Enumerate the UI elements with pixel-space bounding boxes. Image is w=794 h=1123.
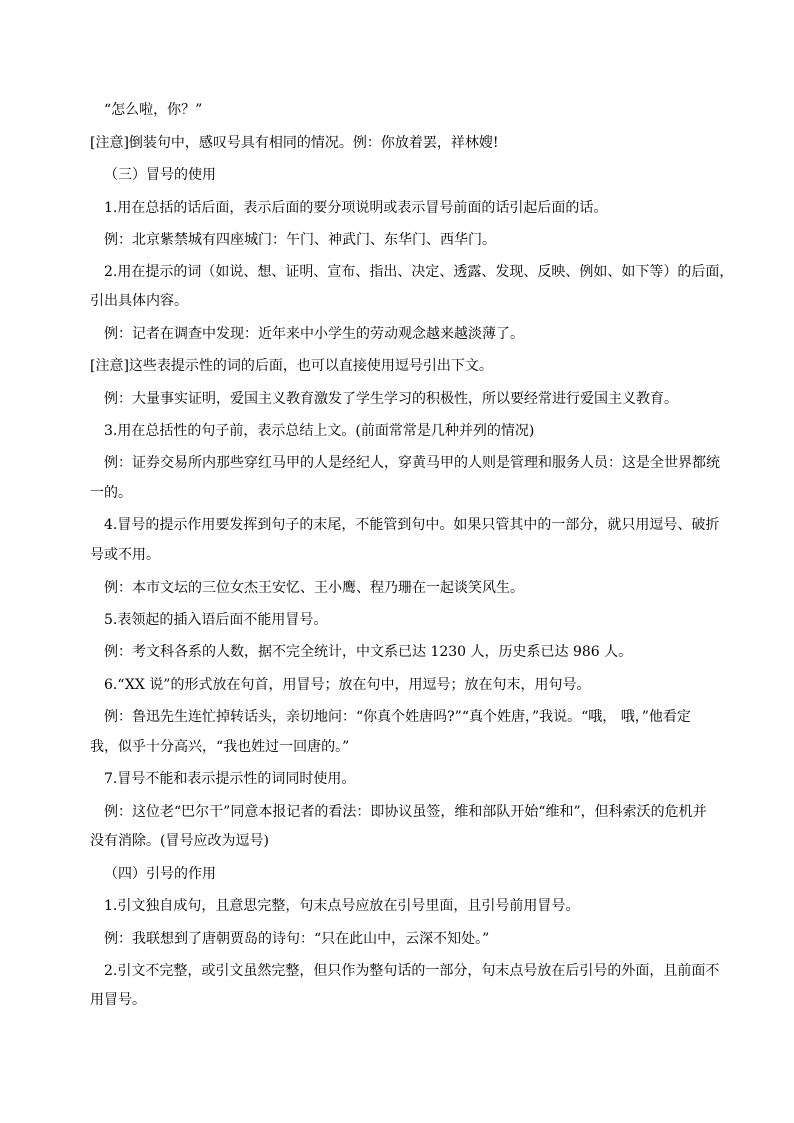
- rule-2-quotes: 2.引文不完整，或引文虽然完整，但只作为整句话的一部分，句末点号放在后引号的外面，且前面不: [104, 963, 720, 979]
- example-line: 例：这位老“巴尔干”同意本报记者的看法：即协议虽签，维和部队开始“维和”，但科索沃的危机并: [104, 804, 707, 820]
- example-line: 例：考文科各系的人数，据不完全统计，中文系已达 1230 人，历史系已达 986 人。: [104, 644, 633, 660]
- example-line: 例：我联想到了唐朝贾岛的诗句：“只在此山中，云深不知处。”: [104, 931, 490, 947]
- section-heading-colon: （三）冒号的使用: [104, 167, 216, 183]
- rule-2-colon: 2.用在提示的词（如说、想、证明、宣布、指出、决定、透露、发现、反映、例如、如下等）的后面，: [104, 264, 734, 280]
- example-line: 例：鲁迅先生连忙掉转话头，亲切地问：“你真个姓唐吗?”“真个姓唐，”我说。“哦， 哦，”他看定: [104, 709, 691, 725]
- rule-2-quotes-continuation: 用冒号。: [90, 992, 146, 1008]
- example-line: 例：记者在调查中发现：近年来中小学生的劳动观念越来越淡薄了。: [104, 326, 524, 342]
- rule-2-continuation: 引出具体内容。: [90, 293, 188, 309]
- notice-line: [注意]倒装句中，感叹号具有相同的情况。例：你放着罢，祥林嫂!: [90, 135, 499, 151]
- example-line: 例：大量事实证明，爱国主义教育激发了学生学习的积极性，所以要经常进行爱国主义教育。: [104, 391, 678, 407]
- rule-4-colon: 4.冒号的提示作用要发挥到句子的末尾，不能管到句中。如果只管其中的一部分，就只用逗号、破折: [104, 517, 720, 533]
- rule-5-colon: 5.表领起的插入语后面不能用冒号。: [104, 612, 328, 628]
- example-continuation: 我，似乎十分高兴，“我也姓过一回唐的。”: [90, 739, 350, 755]
- example-line: 例：本市文坛的三位女杰王安忆、王小鹰、程乃珊在一起谈笑风生。: [104, 580, 524, 596]
- quote-line: “怎么啦，你？”: [104, 102, 203, 118]
- example-line: 例：证券交易所内那些穿红马甲的人是经纪人，穿黄马甲的人则是管理和服务人员：这是全世界都统: [104, 455, 720, 471]
- example-continuation: 没有消除。(冒号应改为逗号): [90, 833, 269, 849]
- example-line: 例：北京紫禁城有四座城门：午门、神武门、东华门、西华门。: [104, 232, 496, 248]
- rule-4-continuation: 号或不用。: [90, 547, 160, 563]
- rule-3-colon: 3.用在总括性的句子前，表示总结上文。(前面常常是几种并列的情况): [104, 423, 535, 439]
- rule-1-quotes: 1.引文独自成句，且意思完整，句末点号应放在引号里面，且引号前用冒号。: [104, 898, 580, 914]
- rule-6-colon: 6.“XX 说”的形式放在句首，用冒号；放在句中，用逗号；放在句末，用句号。: [104, 677, 591, 693]
- notice-line: [注意]这些表提示性的词的后面，也可以直接使用逗号引出下文。: [90, 358, 493, 374]
- rule-7-colon: 7.冒号不能和表示提示性的词同时使用。: [104, 771, 356, 787]
- example-continuation: 一的。: [90, 485, 132, 501]
- rule-1-colon: 1.用在总括的话后面，表示后面的要分项说明或表示冒号前面的话引起后面的话。: [104, 200, 608, 216]
- section-heading-quotes: （四）引号的作用: [104, 866, 216, 882]
